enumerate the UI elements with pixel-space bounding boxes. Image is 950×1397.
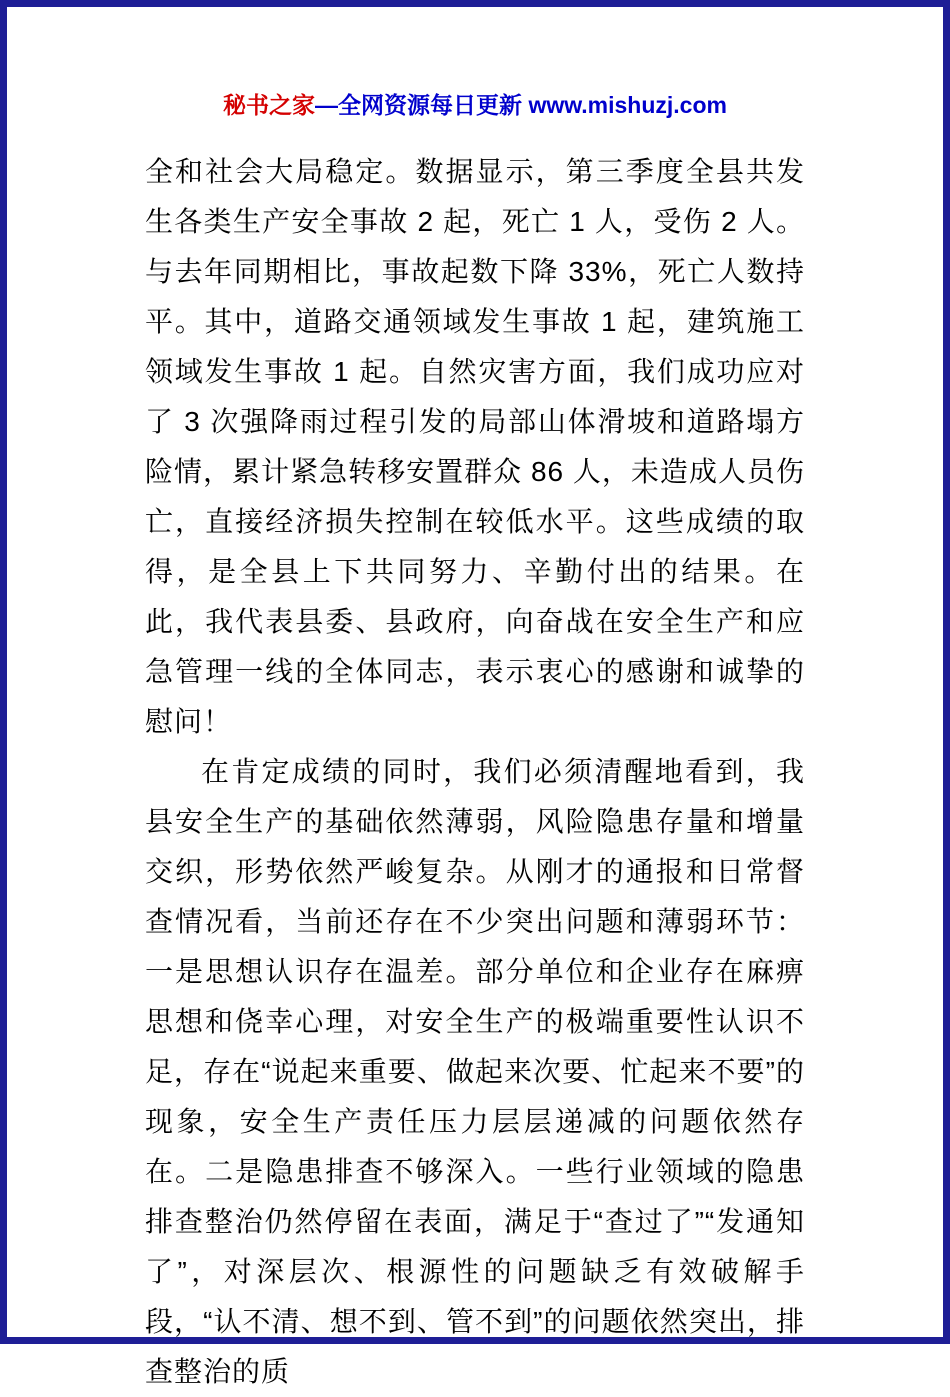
site-tagline: —全网资源每日更新 [315, 92, 529, 118]
document-body [145, 147, 805, 1397]
site-brand: 秘书之家 [223, 92, 316, 118]
site-url-link[interactable]: www.mishuzj.com [528, 92, 727, 118]
site-header [145, 89, 805, 121]
body-paragraph-1: 全和社会大局稳定。数据显示，第三季度全县共发生各类生产安全事故 2 起，死亡 1 人，受伤 2 人。与去年同期相比，事故起数下降 33%，死亡人数持平。其中，道路交通领域发生事故 1 起，建筑施工领域发生事故 1 起。自然灾害方面，我们成功应对了 3 次强降雨过程引发的局部山体滑坡和道路塌方险情，累计紧急转移安置群众 86 人，未造成人员伤亡，直接经济损失控制在较低水平。这些成绩的取得，是全县上下共同努力、辛勤付出的结果。在此，我代表县委、县政府，向奋战在安全生产和应急管理一线的全体同志，表示衷心的感谢和诚挚的慰问！ [145, 156, 805, 737]
body-paragraph-2: 在肯定成绩的同时，我们必须清醒地看到，我县安全生产的基础依然薄弱，风险隐患存量和增量交织，形势依然严峻复杂。从刚才的通报和日常督查情况看，当前还存在不少突出问题和薄弱环节：一是思想认识存在温差。部分单位和企业存在麻痹思想和侥幸心理，对安全生产的极端重要性认识不足，存在“说起来重要、做起来次要、忙起来不要”的现象，安全生产责任压力层层递减的问题依然存在。二是隐患排查不够深入。一些行业领域的隐患排查整治仍然停留在表面，满足于“查过了”“发通知了”，对深层次、根源性的问题缺乏有效破解手段，“认不清、想不到、管不到”的问题依然突出，排查整治的质 [145, 756, 805, 1387]
